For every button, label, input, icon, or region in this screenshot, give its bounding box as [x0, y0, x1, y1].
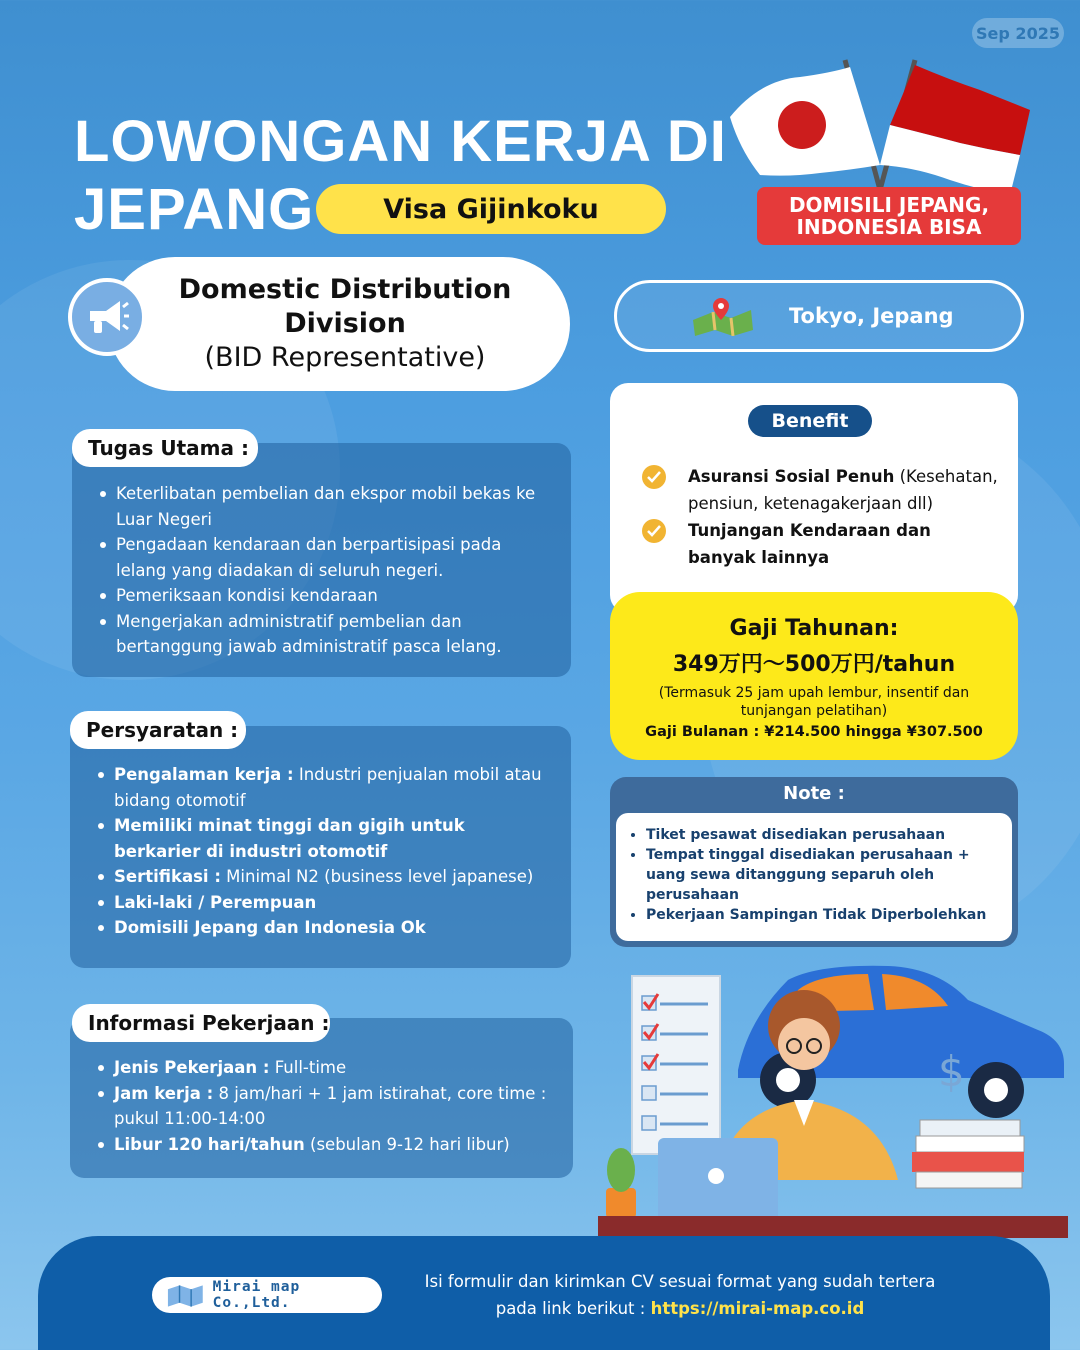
website-link[interactable]: https://mirai-map.co.id	[650, 1299, 865, 1318]
megaphone-icon	[68, 278, 146, 356]
informasi-heading: Informasi Pekerjaan :	[72, 1004, 330, 1042]
persyaratan-heading: Persyaratan :	[70, 711, 246, 749]
benefit-heading: Benefit	[748, 405, 872, 437]
note-heading: Note :	[783, 783, 845, 804]
note-item: • Tiket pesawat disediakan perusahaan	[646, 825, 1002, 845]
map-logo-icon	[166, 1283, 205, 1307]
benefit-item: Tunjangan Kendaraan dan banyak lainnya	[642, 517, 1002, 571]
tugas-item: Mengerjakan administratif pembelian dan bertanggung jawab administratif pasca lelang.	[96, 609, 551, 660]
position-title-line1: Domestic Distribution	[178, 274, 512, 305]
japan-indonesia-flags-icon	[720, 55, 1040, 195]
footer-text-line2: pada link berikut :	[495, 1299, 651, 1318]
date-badge: Sep 2025	[972, 18, 1064, 48]
footer-instructions	[390, 1268, 970, 1322]
location-pill	[614, 280, 1024, 352]
note-list	[616, 813, 1012, 941]
domisili-line2: INDONESIA BISA	[796, 215, 982, 239]
tugas-item: Pengadaan kendaraan dan berpartisipasi pada lelang yang diadakan di seluruh negeri.	[96, 532, 551, 583]
note-item: • Pekerjaan Sampingan Tidak Diperbolehkan	[646, 905, 1002, 925]
check-icon	[642, 519, 666, 543]
company-name: Mirai map Co.,Ltd.	[212, 1279, 301, 1311]
visa-badge: Visa Gijinkoku	[316, 184, 666, 234]
page-title-line1: LOWONGAN KERJA DI	[74, 109, 727, 174]
informasi-item: Libur 120 hari/tahun (sebulan 9-12 hari libur)	[94, 1132, 553, 1158]
tugas-heading: Tugas Utama :	[72, 429, 258, 467]
persyaratan-item: Domisili Jepang dan Indonesia Ok	[94, 915, 551, 941]
persyaratan-item: Pengalaman kerja : Industri penjualan mobil atau bidang otomotif	[94, 762, 551, 813]
informasi-item: Jam kerja : 8 jam/hari + 1 jam istirahat, core time : pukul 11:00-14:00	[94, 1081, 553, 1132]
note-item: • Tempat tinggal disediakan perusahaan + uang sewa ditanggung separuh oleh perusahaan	[646, 845, 1002, 905]
position-title-card	[108, 257, 570, 391]
company-logo	[152, 1277, 382, 1313]
tugas-item: Pemeriksaan kondisi kendaraan	[96, 583, 551, 609]
map-pin-icon	[691, 296, 755, 336]
domisili-badge	[757, 187, 1021, 245]
svg-text:$: $	[938, 1047, 965, 1096]
salary-label: Gaji Tahunan:	[729, 616, 899, 641]
salary-card	[610, 592, 1018, 760]
page-title-line2: JEPANG	[74, 177, 315, 242]
location-label: Tokyo, Jepang	[789, 304, 954, 328]
check-icon	[642, 465, 666, 489]
persyaratan-section	[70, 726, 571, 968]
benefit-item: Asuransi Sosial Penuh (Kesehatan, pensiun, ketenagakerjaan dll)	[642, 463, 1002, 517]
persyaratan-item: Laki-laki / Perempuan	[94, 890, 551, 916]
domisili-line1: DOMISILI JEPANG,	[788, 193, 990, 217]
tugas-item: Keterlibatan pembelian dan ekspor mobil bekas ke Luar Negeri	[96, 481, 551, 532]
office-worker-illustration	[598, 960, 1068, 1240]
position-title-line2: Division	[284, 308, 406, 339]
informasi-item: Jenis Pekerjaan : Full-time	[94, 1055, 553, 1081]
persyaratan-item: Sertifikasi : Minimal N2 (business level japanese)	[94, 864, 551, 890]
persyaratan-item: Memiliki minat tinggi dan gigih untuk berkarier di industri otomotif	[94, 813, 551, 864]
informasi-section	[70, 1018, 573, 1178]
salary-monthly: Gaji Bulanan : ¥214.500 hingga ¥307.500	[645, 724, 983, 740]
position-subtitle: (BID Representative)	[204, 342, 486, 373]
footer-text-line1: Isi formulir dan kirimkan CV sesuai format yang sudah tertera	[424, 1272, 936, 1291]
salary-note: (Termasuk 25 jam upah lembur, insentif dan tunjangan pelatihan)	[658, 685, 970, 719]
salary-range: 349万円〜500万円/tahun	[672, 652, 956, 677]
benefit-card	[610, 383, 1018, 613]
note-card	[610, 777, 1018, 947]
tugas-section	[72, 443, 571, 677]
